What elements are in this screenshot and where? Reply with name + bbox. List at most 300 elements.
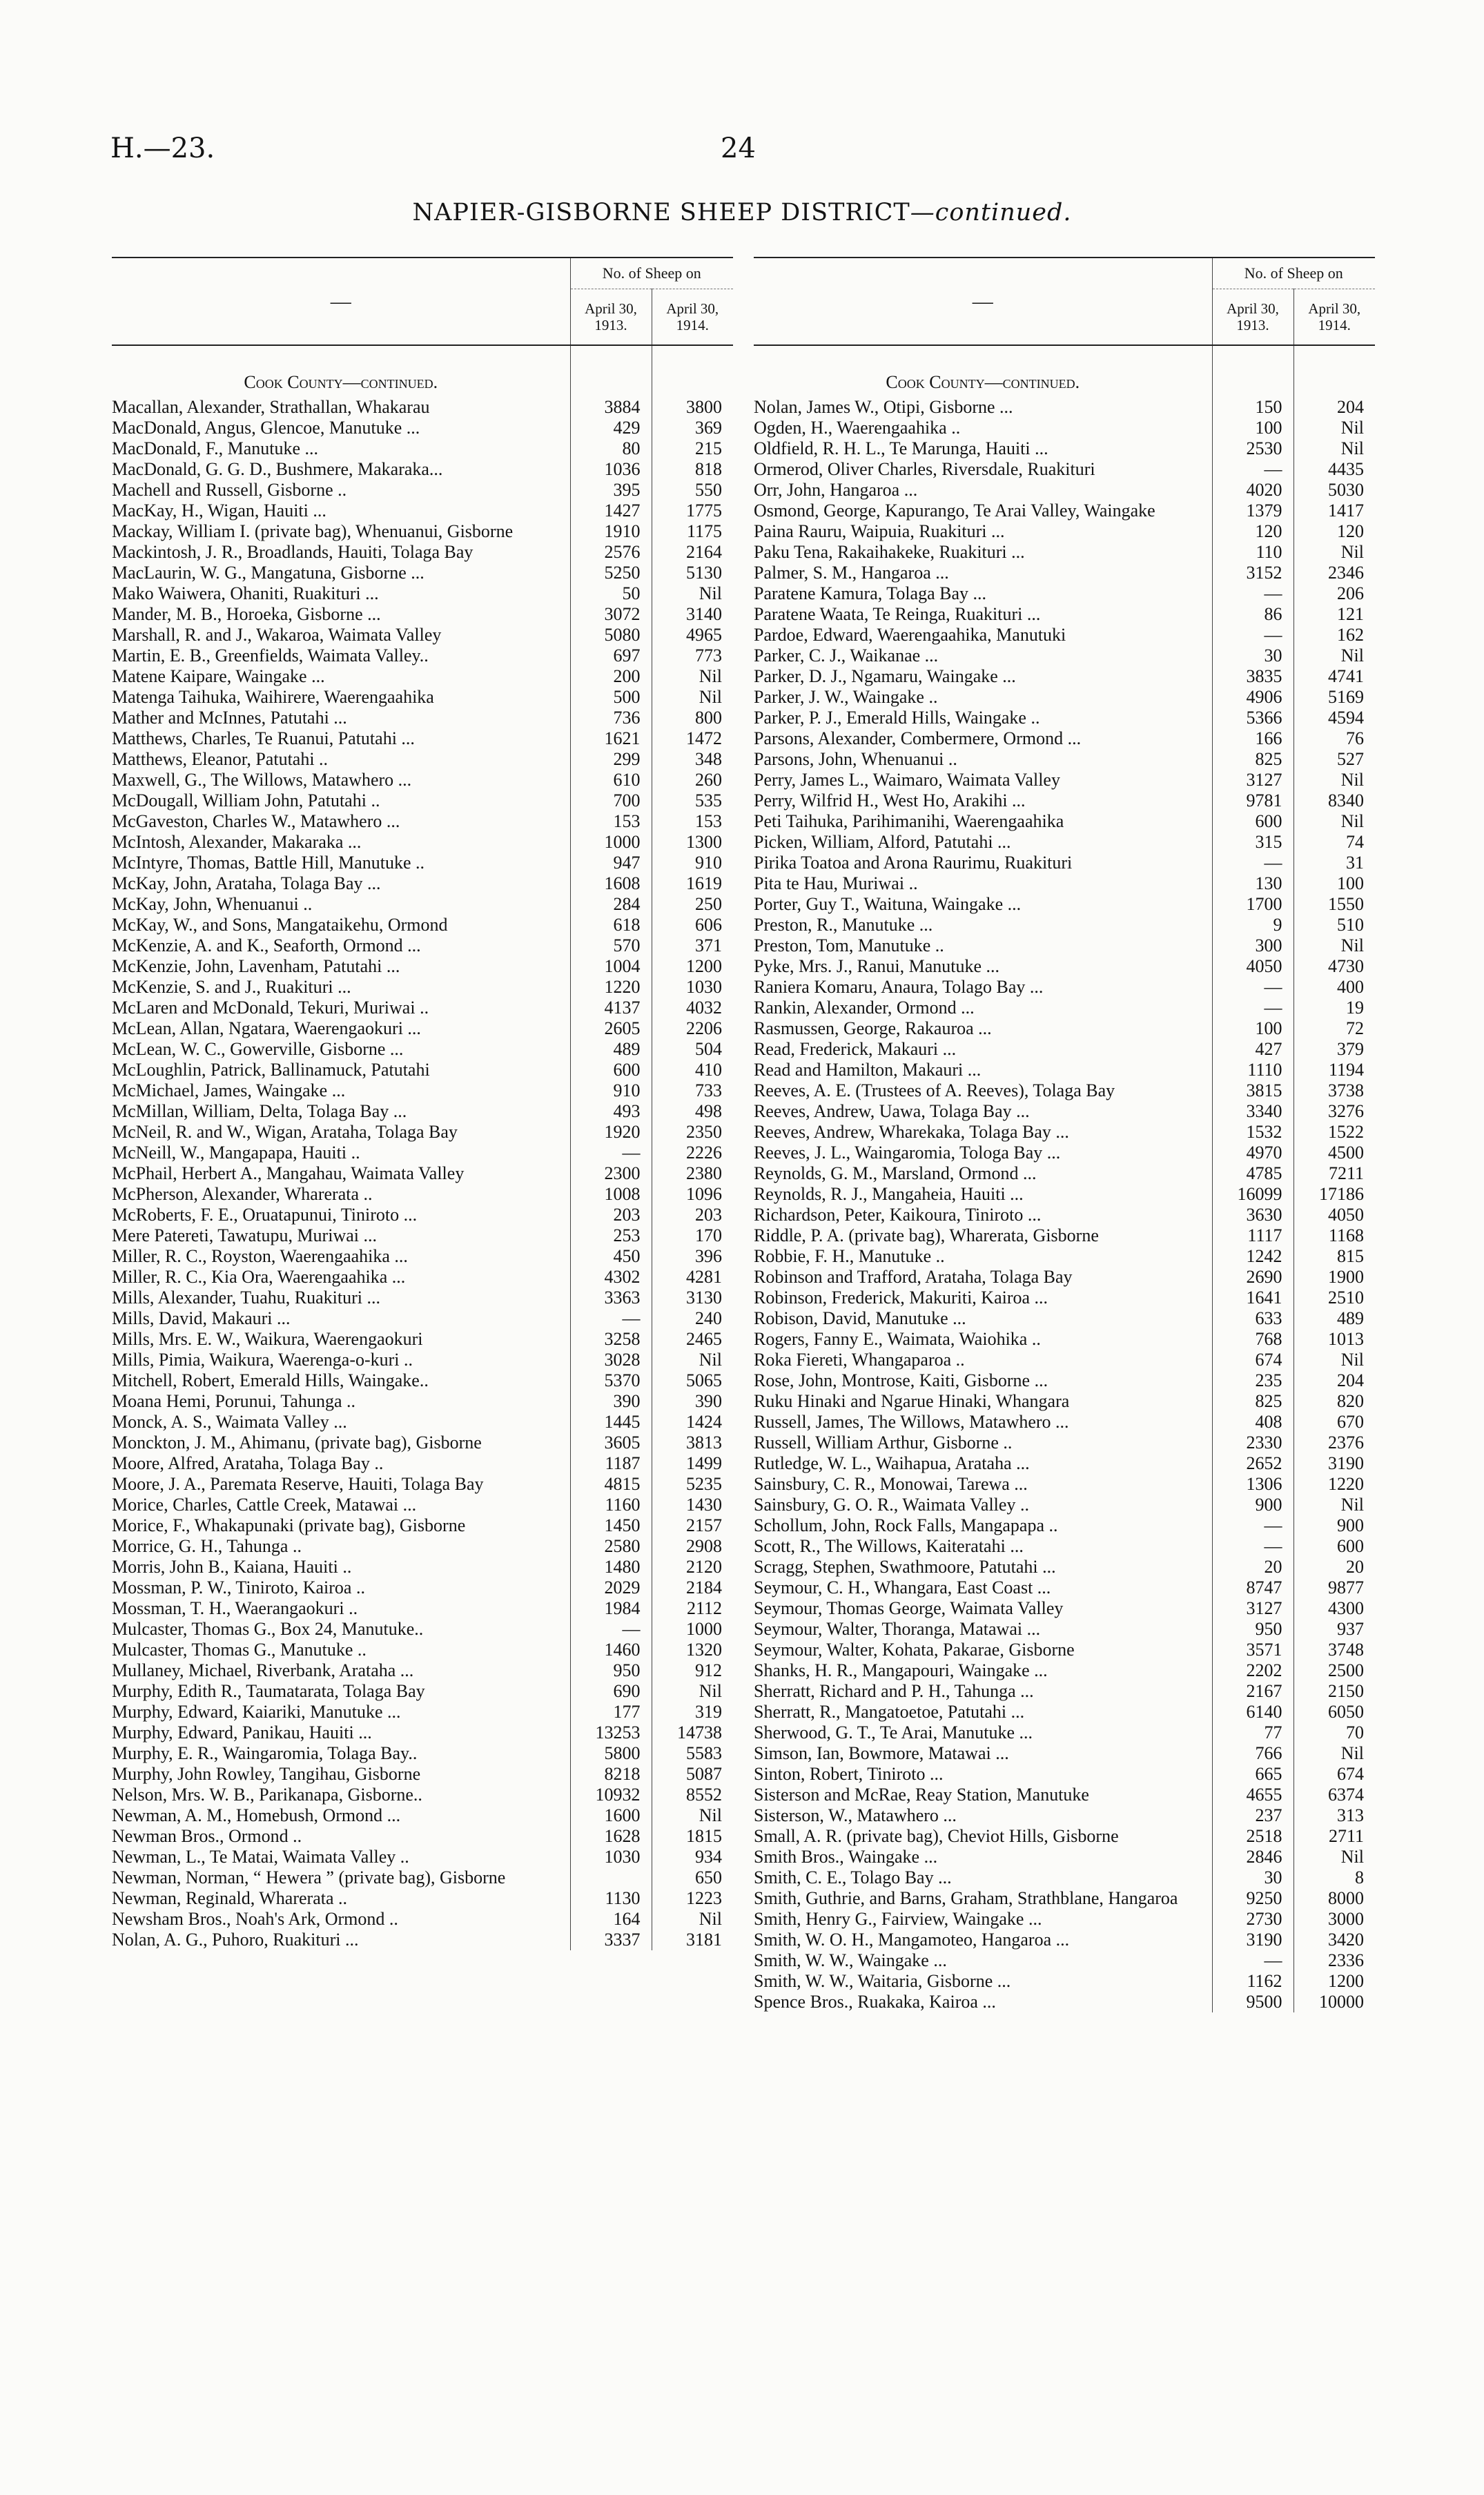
table-row xyxy=(112,583,733,604)
table-row xyxy=(754,1246,1375,1267)
sheep-1913-cell: 4815 xyxy=(570,1474,652,1495)
table-row xyxy=(112,1184,733,1205)
owner-name-cell: Mills, Alexander, Tuahu, Ruakituri ... xyxy=(112,1288,380,1308)
table-row xyxy=(754,1930,1375,1950)
year-1914-header: April 30, 1914. xyxy=(652,289,733,346)
table-row xyxy=(112,728,733,749)
sheep-1913-cell: 910 xyxy=(570,1080,652,1101)
sheep-1913-cell: 4302 xyxy=(570,1267,652,1288)
owner-name-cell: Scott, R., The Willows, Kaiteratahi ... xyxy=(754,1536,1024,1556)
owner-name-cell: McMichael, James, Waingake ... xyxy=(112,1080,346,1100)
sheep-1913-cell: 8218 xyxy=(570,1764,652,1785)
sheep-1914-cell: 1168 xyxy=(1293,1225,1375,1246)
owner-name-cell: McLaren and McDonald, Tekuri, Muriwai .. xyxy=(112,998,429,1018)
sheep-1914-cell: 204 xyxy=(1293,397,1375,418)
sheep-1914-cell: 348 xyxy=(652,749,733,770)
sheep-1913-cell: — xyxy=(570,1308,652,1329)
table-row xyxy=(754,625,1375,645)
table-row xyxy=(112,418,733,438)
owner-name-cell: McLoughlin, Patrick, Ballinamuck, Patutahi xyxy=(112,1060,430,1080)
sheep-1914-cell: 912 xyxy=(652,1660,733,1681)
sheep-1914-cell: 1472 xyxy=(652,728,733,749)
owner-name-cell: McKenzie, A. and K., Seaforth, Ormond ... xyxy=(112,935,421,955)
sheep-1914-cell: 489 xyxy=(1293,1308,1375,1329)
sheep-1913-cell: 177 xyxy=(570,1702,652,1722)
sheep-1914-cell: 2510 xyxy=(1293,1288,1375,1308)
sheep-1913-cell: 1600 xyxy=(570,1805,652,1826)
table-row xyxy=(112,1577,733,1598)
owner-name-cell: MacDonald, G. G. D., Bushmere, Makaraka... xyxy=(112,459,443,479)
sheep-1914-cell: 319 xyxy=(652,1702,733,1722)
table-row xyxy=(754,1971,1375,1992)
sheep-1913-cell: 3127 xyxy=(1212,1598,1293,1619)
table-row xyxy=(112,1743,733,1764)
table-row xyxy=(754,1557,1375,1577)
sheep-1914-cell: 4965 xyxy=(652,625,733,645)
table-row xyxy=(754,1681,1375,1702)
owner-name-cell: McNeill, W., Mangapapa, Hauiti .. xyxy=(112,1143,360,1163)
owner-name-cell: Russell, William Arthur, Gisborne .. xyxy=(754,1433,1013,1453)
table-row xyxy=(754,1205,1375,1225)
sheep-1914-cell: Nil xyxy=(652,687,733,708)
sheep-1913-cell: 9781 xyxy=(1212,790,1293,811)
owner-name-cell: Newman, Reginald, Wharerata .. xyxy=(112,1888,347,1908)
table-row xyxy=(754,1764,1375,1785)
sheep-1914-cell: 5087 xyxy=(652,1764,733,1785)
sheep-1914-cell: 504 xyxy=(652,1039,733,1060)
sheep-1913-cell: 3152 xyxy=(1212,563,1293,583)
sheep-1914-cell: Nil xyxy=(652,1909,733,1930)
sheep-1913-cell: 1445 xyxy=(570,1412,652,1433)
owner-name-cell: Parker, D. J., Ngamaru, Waingake ... xyxy=(754,666,1016,686)
sheep-1913-cell: 1008 xyxy=(570,1184,652,1205)
sheep-count-header: No. of Sheep on xyxy=(1212,258,1375,289)
sheep-1913-cell: 950 xyxy=(1212,1619,1293,1640)
owner-name-cell: MacDonald, F., Manutuke ... xyxy=(112,438,319,458)
owner-name-cell: Russell, James, The Willows, Matawhero ... xyxy=(754,1412,1069,1432)
owner-name-cell: Reeves, J. L., Waingaromia, Tologa Bay ... xyxy=(754,1143,1061,1163)
sheep-1914-cell: 396 xyxy=(652,1246,733,1267)
sheep-1914-cell: 153 xyxy=(652,811,733,832)
sheep-1914-cell: 550 xyxy=(652,480,733,501)
table-row xyxy=(112,1660,733,1681)
owner-name-cell: Miller, R. C., Royston, Waerengaahika ... xyxy=(112,1246,408,1266)
owner-name-cell: Paina Rauru, Waipuia, Ruakituri ... xyxy=(754,521,1005,541)
table-row xyxy=(112,811,733,832)
sheep-1914-cell: 2465 xyxy=(652,1329,733,1350)
table-row xyxy=(112,1474,733,1495)
table-row xyxy=(112,1080,733,1101)
owner-name-cell: Perry, James L., Waimaro, Waimata Valley xyxy=(754,770,1060,790)
sheep-1914-cell: Nil xyxy=(1293,542,1375,563)
sheep-1914-cell: 6050 xyxy=(1293,1702,1375,1722)
table-row xyxy=(112,1039,733,1060)
table-row xyxy=(754,998,1375,1018)
table-row xyxy=(754,687,1375,708)
sheep-1913-cell: 1641 xyxy=(1212,1288,1293,1308)
owner-name-cell: Seymour, Thomas George, Waimata Valley xyxy=(754,1598,1064,1618)
owner-name-cell: Mather and McInnes, Patutahi ... xyxy=(112,708,347,728)
owner-name-cell: Raniera Komaru, Anaura, Tolago Bay ... xyxy=(754,977,1044,997)
owner-name-cell: Shanks, H. R., Mangapouri, Waingake ... xyxy=(754,1660,1048,1680)
sheep-1914-cell: 19 xyxy=(1293,998,1375,1018)
sheep-1913-cell: 284 xyxy=(570,894,652,915)
sheep-1913-cell: 2029 xyxy=(570,1577,652,1598)
table-row xyxy=(754,1909,1375,1930)
sheep-1913-cell: 3571 xyxy=(1212,1640,1293,1660)
owner-name-cell: Murphy, Edith R., Taumatarata, Tolaga Bay xyxy=(112,1681,425,1701)
sheep-1913-cell: — xyxy=(570,1143,652,1163)
sheep-1913-cell: 1036 xyxy=(570,459,652,480)
table-row xyxy=(754,563,1375,583)
table-row xyxy=(112,1805,733,1826)
sheep-1914-cell: 670 xyxy=(1293,1412,1375,1433)
sheep-1914-cell: 313 xyxy=(1293,1805,1375,1826)
sheep-1914-cell: 2120 xyxy=(652,1557,733,1577)
sheep-1913-cell: — xyxy=(1212,977,1293,998)
table-row xyxy=(112,1867,733,1888)
table-row xyxy=(112,1826,733,1847)
sheep-1914-cell: 8552 xyxy=(652,1785,733,1805)
sheep-table-right xyxy=(754,257,1375,2012)
sheep-1914-cell: 1430 xyxy=(652,1495,733,1515)
owner-name-cell: McKay, John, Arataha, Tolaga Bay ... xyxy=(112,873,381,893)
table-row xyxy=(754,666,1375,687)
table-row xyxy=(112,1930,733,1950)
sheep-1913-cell: 633 xyxy=(1212,1308,1293,1329)
owner-name-cell: Reynolds, G. M., Marsland, Ormond ... xyxy=(754,1163,1037,1183)
sheep-1914-cell: 260 xyxy=(652,770,733,790)
table-row xyxy=(754,438,1375,459)
sheep-1913-cell: 2846 xyxy=(1212,1847,1293,1867)
owner-name-cell: Martin, E. B., Greenfields, Waimata Valley.. xyxy=(112,645,429,666)
sheep-1914-cell: 2112 xyxy=(652,1598,733,1619)
owner-name-cell: Pirika Toatoa and Arona Raurimu, Ruakituri xyxy=(754,853,1073,873)
owner-name-cell: Nolan, A. G., Puhoro, Ruakituri ... xyxy=(112,1930,359,1950)
sheep-1914-cell: 2500 xyxy=(1293,1660,1375,1681)
owner-name-cell: Orr, John, Hangaroa ... xyxy=(754,480,918,500)
sheep-1913-cell: 2730 xyxy=(1212,1909,1293,1930)
sheep-1913-cell: 3258 xyxy=(570,1329,652,1350)
sheep-1913-cell: 200 xyxy=(570,666,652,687)
sheep-1914-cell: 2184 xyxy=(652,1577,733,1598)
sheep-1914-cell: 818 xyxy=(652,459,733,480)
table-row xyxy=(112,1909,733,1930)
owner-name-cell: Seymour, Walter, Kohata, Pakarae, Gisborne xyxy=(754,1640,1075,1660)
sheep-1913-cell: 8747 xyxy=(1212,1577,1293,1598)
sheep-1913-cell: 2300 xyxy=(570,1163,652,1184)
sheep-1913-cell: 4020 xyxy=(1212,480,1293,501)
sheep-1913-cell: 2167 xyxy=(1212,1681,1293,1702)
table-row xyxy=(754,811,1375,832)
sheep-1913-cell: 1621 xyxy=(570,728,652,749)
sheep-1913-cell: 825 xyxy=(1212,749,1293,770)
sheep-1914-cell: 3130 xyxy=(652,1288,733,1308)
sheep-1914-cell: 410 xyxy=(652,1060,733,1080)
sheep-1914-cell: 527 xyxy=(1293,749,1375,770)
table-row xyxy=(754,873,1375,894)
table-row xyxy=(112,977,733,998)
owner-name-cell: Read and Hamilton, Makauri ... xyxy=(754,1060,982,1080)
owner-name-cell: Ormerod, Oliver Charles, Riversdale, Ruakituri xyxy=(754,459,1095,479)
owner-name-cell: Robinson, Frederick, Makuriti, Kairoa ... xyxy=(754,1288,1048,1308)
sheep-1914-cell: 120 xyxy=(1293,521,1375,542)
sheep-1914-cell: Nil xyxy=(652,583,733,604)
sheep-1914-cell: 5169 xyxy=(1293,687,1375,708)
table-row xyxy=(754,1391,1375,1412)
table-row xyxy=(754,1060,1375,1080)
page-number: 24 xyxy=(721,133,756,164)
sheep-1913-cell: 700 xyxy=(570,790,652,811)
sheep-1914-cell: 2350 xyxy=(652,1122,733,1143)
sheep-1914-cell: 4300 xyxy=(1293,1598,1375,1619)
sheep-1913-cell: 130 xyxy=(1212,873,1293,894)
sheep-1914-cell: 773 xyxy=(652,645,733,666)
sheep-1914-cell: 650 xyxy=(652,1867,733,1888)
sheep-1914-cell: 1096 xyxy=(652,1184,733,1205)
owner-name-cell: Sainsbury, G. O. R., Waimata Valley .. xyxy=(754,1495,1029,1515)
table-row xyxy=(754,1640,1375,1660)
table-row xyxy=(754,645,1375,666)
owner-name-cell: Parker, J. W., Waingake .. xyxy=(754,687,938,707)
sheep-1914-cell: 2164 xyxy=(652,542,733,563)
sheep-1913-cell: 390 xyxy=(570,1391,652,1412)
sheep-1913-cell: 77 xyxy=(1212,1722,1293,1743)
sheep-1913-cell: 1160 xyxy=(570,1495,652,1515)
table-row xyxy=(112,1433,733,1453)
owner-name-cell: McPhail, Herbert A., Mangahau, Waimata Valley xyxy=(112,1163,465,1183)
owner-name-cell: McLean, Allan, Ngatara, Waerengaokuri ... xyxy=(112,1018,421,1038)
sheep-1913-cell: 3028 xyxy=(570,1350,652,1370)
owner-name-cell: Sisterson, W., Matawhero ... xyxy=(754,1805,957,1825)
sheep-1913-cell: 450 xyxy=(570,1246,652,1267)
owner-name-cell: Reynolds, R. J., Mangaheia, Hauiti ... xyxy=(754,1184,1024,1204)
sheep-1913-cell: 9500 xyxy=(1212,1992,1293,2012)
sheep-1914-cell: 379 xyxy=(1293,1039,1375,1060)
sheep-1913-cell: 1608 xyxy=(570,873,652,894)
sheep-1914-cell: 2711 xyxy=(1293,1826,1375,1847)
table-row xyxy=(112,1163,733,1184)
sheep-1914-cell: 3000 xyxy=(1293,1909,1375,1930)
table-row xyxy=(112,521,733,542)
owner-name-cell: Mako Waiwera, Ohaniti, Ruakituri ... xyxy=(112,583,379,603)
table-row xyxy=(754,501,1375,521)
owner-name-cell: Matene Kaipare, Waingake ... xyxy=(112,666,325,686)
owner-name-cell: Rutledge, W. L., Waihapua, Arataha ... xyxy=(754,1453,1030,1473)
table-row xyxy=(754,1474,1375,1495)
owner-name-cell: Parsons, Alexander, Combermere, Ormond ... xyxy=(754,728,1082,748)
table-row xyxy=(754,1225,1375,1246)
owner-name-cell: Roka Fiereti, Whangaparoa .. xyxy=(754,1350,965,1370)
table-row xyxy=(754,853,1375,873)
sheep-1913-cell: 9 xyxy=(1212,915,1293,935)
sheep-1913-cell: — xyxy=(570,1619,652,1640)
name-column-header: — xyxy=(112,258,570,345)
sheep-1913-cell: 1242 xyxy=(1212,1246,1293,1267)
table-row xyxy=(112,1288,733,1308)
table-row xyxy=(754,1867,1375,1888)
table-row xyxy=(754,583,1375,604)
table-row xyxy=(754,1288,1375,1308)
owner-name-cell: Simson, Ian, Bowmore, Matawai ... xyxy=(754,1743,1009,1763)
owner-name-cell: Moore, J. A., Paremata Reserve, Hauiti, Tolaga Bay xyxy=(112,1474,484,1494)
owner-name-cell: Paratene Waata, Te Reinga, Ruakituri ... xyxy=(754,604,1041,624)
sheep-1914-cell: 20 xyxy=(1293,1557,1375,1577)
sheep-1913-cell: 947 xyxy=(570,853,652,873)
sheep-1913-cell: 4906 xyxy=(1212,687,1293,708)
owner-name-cell: Paku Tena, Rakaihakeke, Ruakituri ... xyxy=(754,542,1025,562)
table-row xyxy=(754,542,1375,563)
owner-name-cell: Paratene Kamura, Tolaga Bay ... xyxy=(754,583,987,603)
sheep-1914-cell: 934 xyxy=(652,1847,733,1867)
sheep-1913-cell: 618 xyxy=(570,915,652,935)
owner-name-cell: Matenga Taihuka, Waihirere, Waerengaahika xyxy=(112,687,434,707)
sheep-1913-cell: 300 xyxy=(1212,935,1293,956)
sheep-1913-cell: 30 xyxy=(1212,1867,1293,1888)
table-row xyxy=(754,1660,1375,1681)
table-row xyxy=(112,687,733,708)
owner-name-cell: McIntyre, Thomas, Battle Hill, Manutuke .. xyxy=(112,853,424,873)
owner-name-cell: Reeves, A. E. (Trustees of A. Reeves), Tolaga Bay xyxy=(754,1080,1115,1100)
owner-name-cell: Newman Bros., Ormond .. xyxy=(112,1826,302,1846)
owner-name-cell: Smith, Guthrie, and Barns, Graham, Strathblane, Hangaroa xyxy=(754,1888,1178,1908)
table-row xyxy=(112,1308,733,1329)
owner-name-cell: Mulcaster, Thomas G., Manutuke .. xyxy=(112,1640,367,1660)
sheep-1913-cell: 3363 xyxy=(570,1288,652,1308)
year-1914-header: April 30, 1914. xyxy=(1293,289,1375,346)
sheep-1914-cell: 1499 xyxy=(652,1453,733,1474)
table-row xyxy=(112,1722,733,1743)
sheep-1914-cell: 1223 xyxy=(652,1888,733,1909)
table-row xyxy=(754,459,1375,480)
table-row xyxy=(112,625,733,645)
table-row xyxy=(112,1536,733,1557)
sheep-1914-cell: Nil xyxy=(1293,811,1375,832)
sheep-1913-cell: 825 xyxy=(1212,1391,1293,1412)
district-title-suffix: —continued. xyxy=(910,199,1072,226)
sheep-1914-cell: 900 xyxy=(1293,1515,1375,1536)
owner-name-cell: Smith Bros., Waingake ... xyxy=(754,1847,938,1867)
owner-name-cell: Scragg, Stephen, Swathmoore, Patutahi ... xyxy=(754,1557,1056,1577)
table-row xyxy=(754,832,1375,853)
owner-name-cell: Murphy, John Rowley, Tangihau, Gisborne xyxy=(112,1764,421,1784)
owner-name-cell: Osmond, George, Kapurango, Te Arai Valley, Waingake xyxy=(754,501,1155,521)
sheep-1914-cell: 6374 xyxy=(1293,1785,1375,1805)
sheep-1913-cell: 3127 xyxy=(1212,770,1293,790)
table-row xyxy=(112,1370,733,1391)
owner-name-cell: Seymour, C. H., Whangara, East Coast ... xyxy=(754,1577,1051,1598)
sheep-1914-cell: 800 xyxy=(652,708,733,728)
sheep-1913-cell: 1306 xyxy=(1212,1474,1293,1495)
sheep-1913-cell: — xyxy=(1212,853,1293,873)
sheep-1914-cell: 10000 xyxy=(1293,1992,1375,2012)
sheep-1913-cell: 5370 xyxy=(570,1370,652,1391)
sheep-1914-cell: 1013 xyxy=(1293,1329,1375,1350)
sheep-1913-cell: 6140 xyxy=(1212,1702,1293,1722)
sheep-1913-cell: 164 xyxy=(570,1909,652,1930)
owner-name-cell: Picken, William, Alford, Patutahi ... xyxy=(754,832,1011,852)
sheep-1914-cell: Nil xyxy=(652,1805,733,1826)
sheep-1914-cell: 1775 xyxy=(652,501,733,521)
sheep-1913-cell: 110 xyxy=(1212,542,1293,563)
sheep-1913-cell: 30 xyxy=(1212,645,1293,666)
sheep-1913-cell: 600 xyxy=(1212,811,1293,832)
owner-name-cell: MacLaurin, W. G., Mangatuna, Gisborne ... xyxy=(112,563,424,583)
owner-name-cell: Newsham Bros., Noah's Ark, Ormond .. xyxy=(112,1909,398,1929)
owner-name-cell: Riddle, P. A. (private bag), Wharerata, Gisborne xyxy=(754,1225,1099,1245)
owner-name-cell: Murphy, E. R., Waingaromia, Tolaga Bay.. xyxy=(112,1743,418,1763)
owner-name-cell: McDougall, William John, Patutahi .. xyxy=(112,790,380,810)
sheep-1914-cell: 74 xyxy=(1293,832,1375,853)
sheep-1913-cell: 3337 xyxy=(570,1930,652,1950)
owner-name-cell: Morrice, G. H., Tahunga .. xyxy=(112,1536,302,1556)
sheep-1914-cell: 600 xyxy=(1293,1536,1375,1557)
table-row xyxy=(112,1557,733,1577)
sheep-1913-cell: 50 xyxy=(570,583,652,604)
table-row xyxy=(754,418,1375,438)
sheep-1914-cell: 4594 xyxy=(1293,708,1375,728)
owner-name-cell: Robbie, F. H., Manutuke .. xyxy=(754,1246,945,1266)
owner-name-cell: Mossman, T. H., Waerangaokuri .. xyxy=(112,1598,358,1618)
sheep-1913-cell: 408 xyxy=(1212,1412,1293,1433)
owner-name-cell: Smith, C. E., Tolago Bay ... xyxy=(754,1867,952,1887)
owner-name-cell: McKenzie, John, Lavenham, Patutahi ... xyxy=(112,956,400,976)
table-row xyxy=(112,708,733,728)
owner-name-cell: Moana Hemi, Porunui, Tahunga .. xyxy=(112,1391,355,1411)
owner-name-cell: Macallan, Alexander, Strathallan, Whakarau xyxy=(112,397,430,417)
sheep-1913-cell: 100 xyxy=(1212,1018,1293,1039)
sheep-1913-cell: 4655 xyxy=(1212,1785,1293,1805)
sheep-1913-cell: 1700 xyxy=(1212,894,1293,915)
sheep-1914-cell: 815 xyxy=(1293,1246,1375,1267)
sheep-1914-cell: 4435 xyxy=(1293,459,1375,480)
owner-name-cell: Mills, Mrs. E. W., Waikura, Waerengaokuri xyxy=(112,1329,423,1349)
owner-name-cell: Mitchell, Robert, Emerald Hills, Waingake.. xyxy=(112,1370,429,1390)
sheep-1913-cell: 674 xyxy=(1212,1350,1293,1370)
sheep-1914-cell: 1550 xyxy=(1293,894,1375,915)
sheep-1913-cell: 10932 xyxy=(570,1785,652,1805)
table-row xyxy=(754,770,1375,790)
sheep-1913-cell: — xyxy=(1212,1515,1293,1536)
sheep-1913-cell: 1162 xyxy=(1212,1971,1293,1992)
sheep-1913-cell: 9250 xyxy=(1212,1888,1293,1909)
table-row xyxy=(112,1205,733,1225)
sheep-1914-cell: 1194 xyxy=(1293,1060,1375,1080)
sheep-1914-cell: 369 xyxy=(652,418,733,438)
owner-name-cell: Monck, A. S., Waimata Valley ... xyxy=(112,1412,347,1432)
owner-name-cell: Parker, P. J., Emerald Hills, Waingake .. xyxy=(754,708,1040,728)
owner-name-cell: Schollum, John, Rock Falls, Mangapapa .. xyxy=(754,1515,1058,1535)
sheep-1913-cell: 1117 xyxy=(1212,1225,1293,1246)
table-row xyxy=(754,1184,1375,1205)
sheep-1913-cell: — xyxy=(1212,998,1293,1018)
sheep-1914-cell: 1175 xyxy=(652,521,733,542)
sheep-1913-cell: 697 xyxy=(570,645,652,666)
owner-name-cell: Smith, Henry G., Fairview, Waingake ... xyxy=(754,1909,1042,1929)
sheep-1913-cell: 665 xyxy=(1212,1764,1293,1785)
sheep-1914-cell: 3181 xyxy=(652,1930,733,1950)
sheep-1913-cell: 3190 xyxy=(1212,1930,1293,1950)
sheep-1914-cell: 206 xyxy=(1293,583,1375,604)
owner-name-cell: McPherson, Alexander, Wharerata .. xyxy=(112,1184,373,1204)
table-row xyxy=(754,1412,1375,1433)
table-row xyxy=(754,708,1375,728)
sheep-1913-cell: 203 xyxy=(570,1205,652,1225)
sheep-1914-cell: Nil xyxy=(652,666,733,687)
table-row xyxy=(754,1515,1375,1536)
table-row xyxy=(754,480,1375,501)
sheep-1913-cell: 1004 xyxy=(570,956,652,977)
